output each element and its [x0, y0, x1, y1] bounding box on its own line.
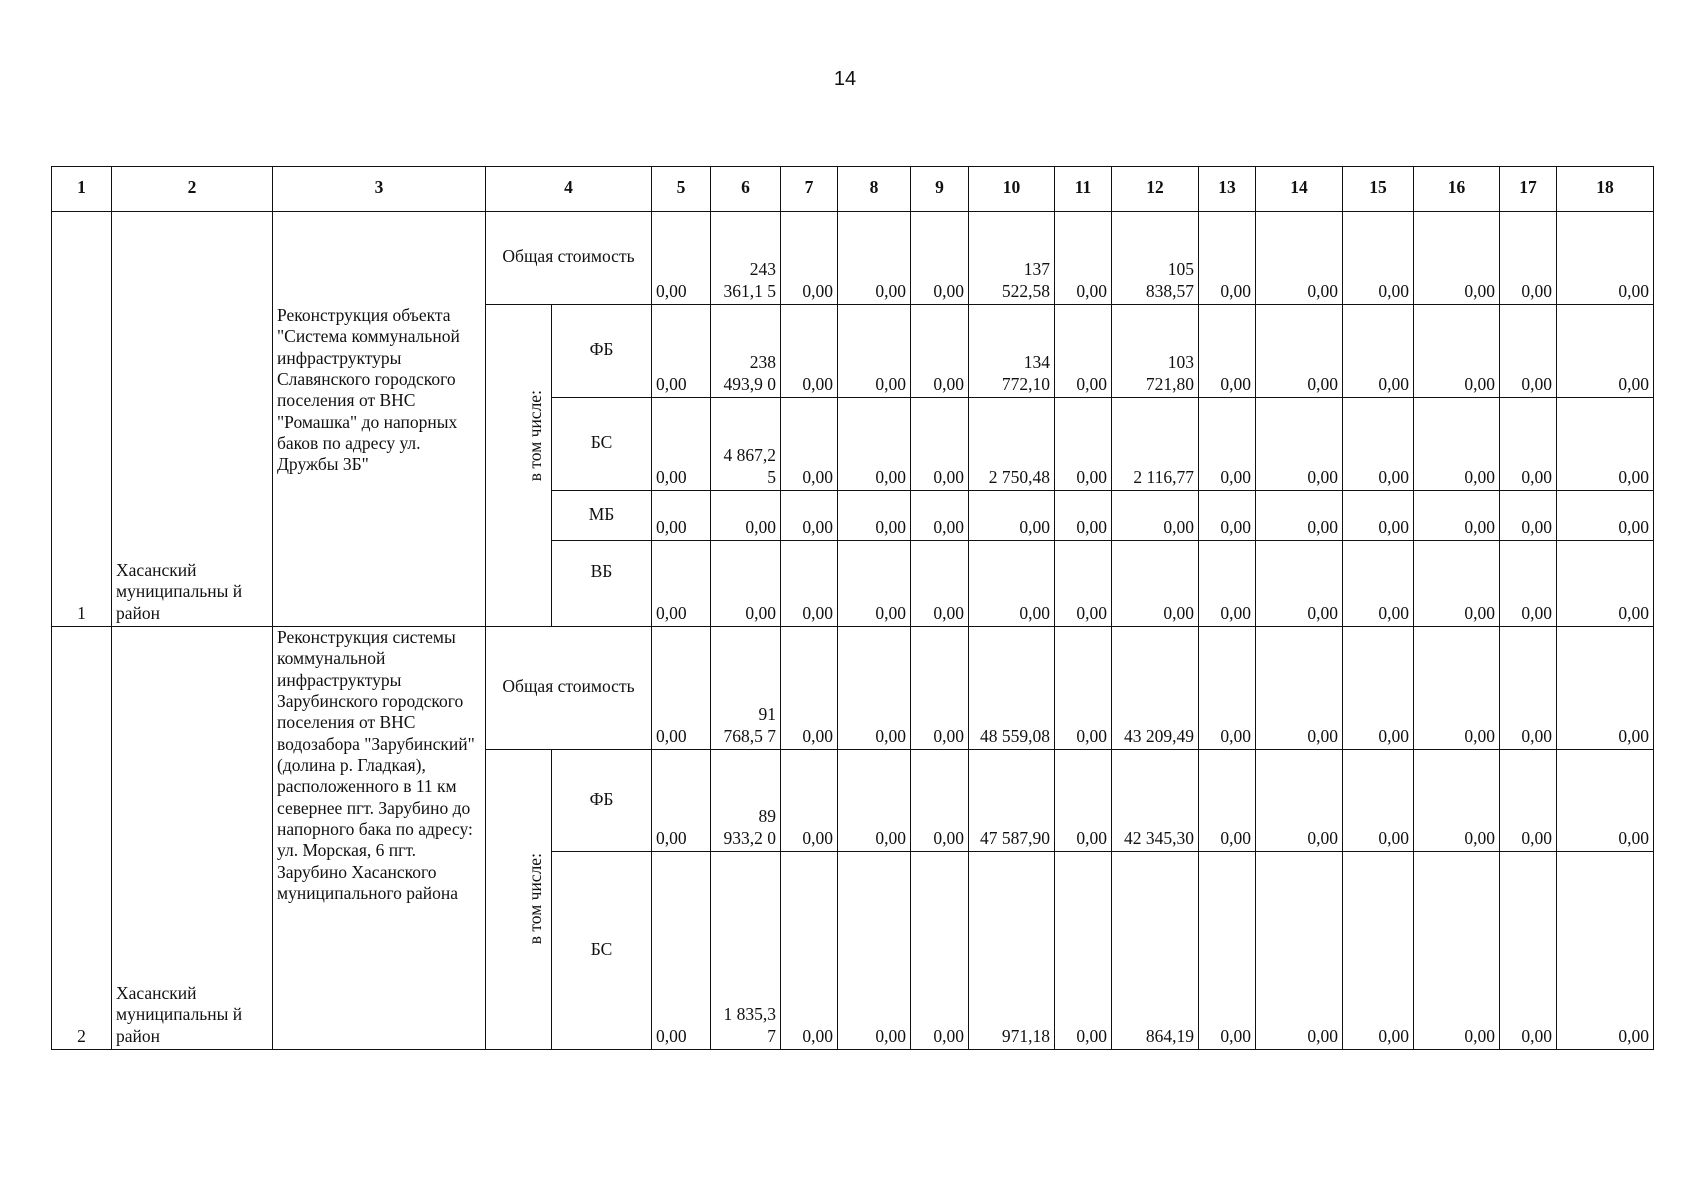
value-cell: 0,00	[1343, 398, 1414, 491]
value-cell: 0,00	[652, 627, 711, 750]
source-label: БС	[552, 852, 652, 1050]
value-cell: 0,00	[781, 491, 838, 541]
value-cell: 105 838,57	[1112, 212, 1199, 305]
value-cell: 0,00	[1055, 305, 1112, 398]
value-cell: 0,00	[911, 541, 969, 627]
value-cell: 0,00	[1199, 491, 1256, 541]
value-cell: 43 209,49	[1112, 627, 1199, 750]
value-cell: 0,00	[781, 750, 838, 852]
value-cell: 0,00	[1500, 491, 1557, 541]
value-cell: 0,00	[969, 541, 1055, 627]
value-cell: 0,00	[1343, 852, 1414, 1050]
source-label: БС	[552, 398, 652, 491]
value-cell: 0,00	[652, 750, 711, 852]
value-cell: 0,00	[969, 491, 1055, 541]
value-cell: 0,00	[1557, 398, 1654, 491]
value-cell: 0,00	[1256, 491, 1343, 541]
including-label-cell	[486, 750, 552, 1050]
header-cell-4: 4	[486, 167, 652, 212]
value-cell: 91 768,5 7	[711, 627, 781, 750]
value-cell: 0,00	[1343, 541, 1414, 627]
value-cell: 0,00	[652, 541, 711, 627]
value-cell: 47 587,90	[969, 750, 1055, 852]
header-cell-13: 13	[1199, 167, 1256, 212]
page-number: 14	[833, 68, 857, 90]
value-cell: 0,00	[781, 212, 838, 305]
value-cell: 0,00	[1199, 305, 1256, 398]
value-cell: 0,00	[838, 305, 911, 398]
value-cell: 0,00	[1500, 627, 1557, 750]
value-cell: 0,00	[1055, 398, 1112, 491]
value-cell: 48 559,08	[969, 627, 1055, 750]
value-cell: 0,00	[838, 491, 911, 541]
value-cell: 0,00	[838, 750, 911, 852]
value-cell: 2 750,48	[969, 398, 1055, 491]
header-cell-8: 8	[838, 167, 911, 212]
including-label: в том числе:	[524, 852, 545, 945]
value-cell: 0,00	[652, 305, 711, 398]
object-cell: Реконструкция системы коммунальной инфраструктуры Зарубинского городского поселения от ВНС водозабора "Зарубинский" (долина р. Гладкая), расположенного в 11 км севернее пгт. Зарубино до напорного бака по адресу: ул. Морская, 6 пгт. Зарубино Хасанского муниципального района	[273, 627, 486, 1050]
value-cell: 0,00	[1414, 305, 1500, 398]
value-cell: 0,00	[1414, 541, 1500, 627]
value-cell: 0,00	[711, 541, 781, 627]
value-cell: 0,00	[1199, 398, 1256, 491]
value-cell: 0,00	[781, 541, 838, 627]
value-cell: 0,00	[1256, 212, 1343, 305]
value-cell: 0,00	[1343, 750, 1414, 852]
header-cell-16: 16	[1414, 167, 1500, 212]
value-cell: 0,00	[781, 305, 838, 398]
value-cell: 0,00	[1500, 212, 1557, 305]
row-index: 2	[52, 627, 112, 1050]
total-cost-label: Общая стоимость	[486, 627, 652, 750]
value-cell: 0,00	[1557, 750, 1654, 852]
value-cell: 0,00	[1055, 627, 1112, 750]
value-cell: 0,00	[1055, 212, 1112, 305]
value-cell: 0,00	[1199, 750, 1256, 852]
value-cell: 0,00	[1256, 852, 1343, 1050]
header-cell-2: 2	[112, 167, 273, 212]
value-cell: 0,00	[1199, 541, 1256, 627]
municipality-cell: Хасанский муниципальны й район	[112, 627, 273, 1050]
value-cell: 0,00	[911, 491, 969, 541]
value-cell: 0,00	[1343, 305, 1414, 398]
header-cell-5: 5	[652, 167, 711, 212]
value-cell: 0,00	[1112, 541, 1199, 627]
value-cell: 0,00	[1256, 541, 1343, 627]
header-row	[52, 167, 1654, 212]
header-cell-6: 6	[711, 167, 781, 212]
value-cell: 0,00	[781, 627, 838, 750]
value-cell: 0,00	[1256, 398, 1343, 491]
header-cell-1: 1	[52, 167, 112, 212]
value-cell: 238 493,9 0	[711, 305, 781, 398]
value-cell: 0,00	[1557, 627, 1654, 750]
value-cell: 0,00	[1199, 627, 1256, 750]
value-cell: 0,00	[1500, 305, 1557, 398]
value-cell: 0,00	[911, 212, 969, 305]
header-cell-10: 10	[969, 167, 1055, 212]
value-cell: 0,00	[1112, 491, 1199, 541]
value-cell: 0,00	[1343, 627, 1414, 750]
value-cell: 0,00	[1414, 491, 1500, 541]
funding-table	[51, 166, 1654, 1050]
value-cell: 0,00	[1414, 750, 1500, 852]
value-cell: 89 933,2 0	[711, 750, 781, 852]
row-index: 1	[52, 212, 112, 627]
object-cell: Реконструкция объекта "Система коммунальной инфраструктуры Славянского городского поселения от ВНС "Ромашка" до напорных баков по адресу ул. Дружбы 3Б"	[273, 212, 486, 627]
value-cell: 864,19	[1112, 852, 1199, 1050]
value-cell: 0,00	[1199, 212, 1256, 305]
value-cell: 0,00	[1414, 852, 1500, 1050]
value-cell: 0,00	[838, 398, 911, 491]
value-cell: 243 361,1 5	[711, 212, 781, 305]
value-cell: 0,00	[1557, 212, 1654, 305]
value-cell: 0,00	[838, 212, 911, 305]
value-cell: 137 522,58	[969, 212, 1055, 305]
value-cell: 0,00	[838, 852, 911, 1050]
value-cell: 0,00	[1500, 750, 1557, 852]
municipality-cell: Хасанский муниципальны й район	[112, 212, 273, 627]
value-cell: 0,00	[1414, 627, 1500, 750]
value-cell: 0,00	[911, 305, 969, 398]
value-cell: 134 772,10	[969, 305, 1055, 398]
value-cell: 0,00	[1500, 852, 1557, 1050]
value-cell: 4 867,2 5	[711, 398, 781, 491]
value-cell: 0,00	[1557, 305, 1654, 398]
value-cell: 1 835,3 7	[711, 852, 781, 1050]
value-cell: 0,00	[838, 627, 911, 750]
value-cell: 0,00	[1055, 541, 1112, 627]
value-cell: 2 116,77	[1112, 398, 1199, 491]
value-cell: 0,00	[1343, 491, 1414, 541]
header-cell-9: 9	[911, 167, 969, 212]
value-cell: 0,00	[1343, 212, 1414, 305]
header-cell-18: 18	[1557, 167, 1654, 212]
table-row	[52, 627, 1654, 750]
value-cell: 0,00	[838, 541, 911, 627]
value-cell: 0,00	[1055, 491, 1112, 541]
header-cell-7: 7	[781, 167, 838, 212]
value-cell: 0,00	[1500, 398, 1557, 491]
value-cell: 0,00	[1414, 398, 1500, 491]
including-label-cell	[486, 305, 552, 627]
value-cell: 0,00	[1055, 750, 1112, 852]
header-cell-14: 14	[1256, 167, 1343, 212]
value-cell: 0,00	[1256, 750, 1343, 852]
value-cell: 0,00	[1557, 541, 1654, 627]
value-cell: 0,00	[1199, 852, 1256, 1050]
value-cell: 0,00	[911, 750, 969, 852]
value-cell: 971,18	[969, 852, 1055, 1050]
header-cell-12: 12	[1112, 167, 1199, 212]
header-cell-11: 11	[1055, 167, 1112, 212]
value-cell: 0,00	[711, 491, 781, 541]
source-label: МБ	[552, 491, 652, 541]
including-label: в том числе:	[524, 390, 545, 482]
source-label: ФБ	[552, 750, 652, 852]
value-cell: 0,00	[652, 212, 711, 305]
value-cell: 103 721,80	[1112, 305, 1199, 398]
value-cell: 42 345,30	[1112, 750, 1199, 852]
source-label: ВБ	[552, 541, 652, 627]
value-cell: 0,00	[781, 398, 838, 491]
value-cell: 0,00	[652, 852, 711, 1050]
value-cell: 0,00	[1557, 491, 1654, 541]
header-cell-17: 17	[1500, 167, 1557, 212]
value-cell: 0,00	[1256, 627, 1343, 750]
value-cell: 0,00	[1500, 541, 1557, 627]
value-cell: 0,00	[781, 852, 838, 1050]
value-cell: 0,00	[1055, 852, 1112, 1050]
total-cost-label: Общая стоимость	[486, 212, 652, 305]
value-cell: 0,00	[1557, 852, 1654, 1050]
value-cell: 0,00	[1256, 305, 1343, 398]
value-cell: 0,00	[911, 627, 969, 750]
value-cell: 0,00	[911, 398, 969, 491]
value-cell: 0,00	[652, 398, 711, 491]
source-label: ФБ	[552, 305, 652, 398]
value-cell: 0,00	[652, 491, 711, 541]
value-cell: 0,00	[1414, 212, 1500, 305]
table-row	[52, 212, 1654, 305]
header-cell-15: 15	[1343, 167, 1414, 212]
header-cell-3: 3	[273, 167, 486, 212]
value-cell: 0,00	[911, 852, 969, 1050]
